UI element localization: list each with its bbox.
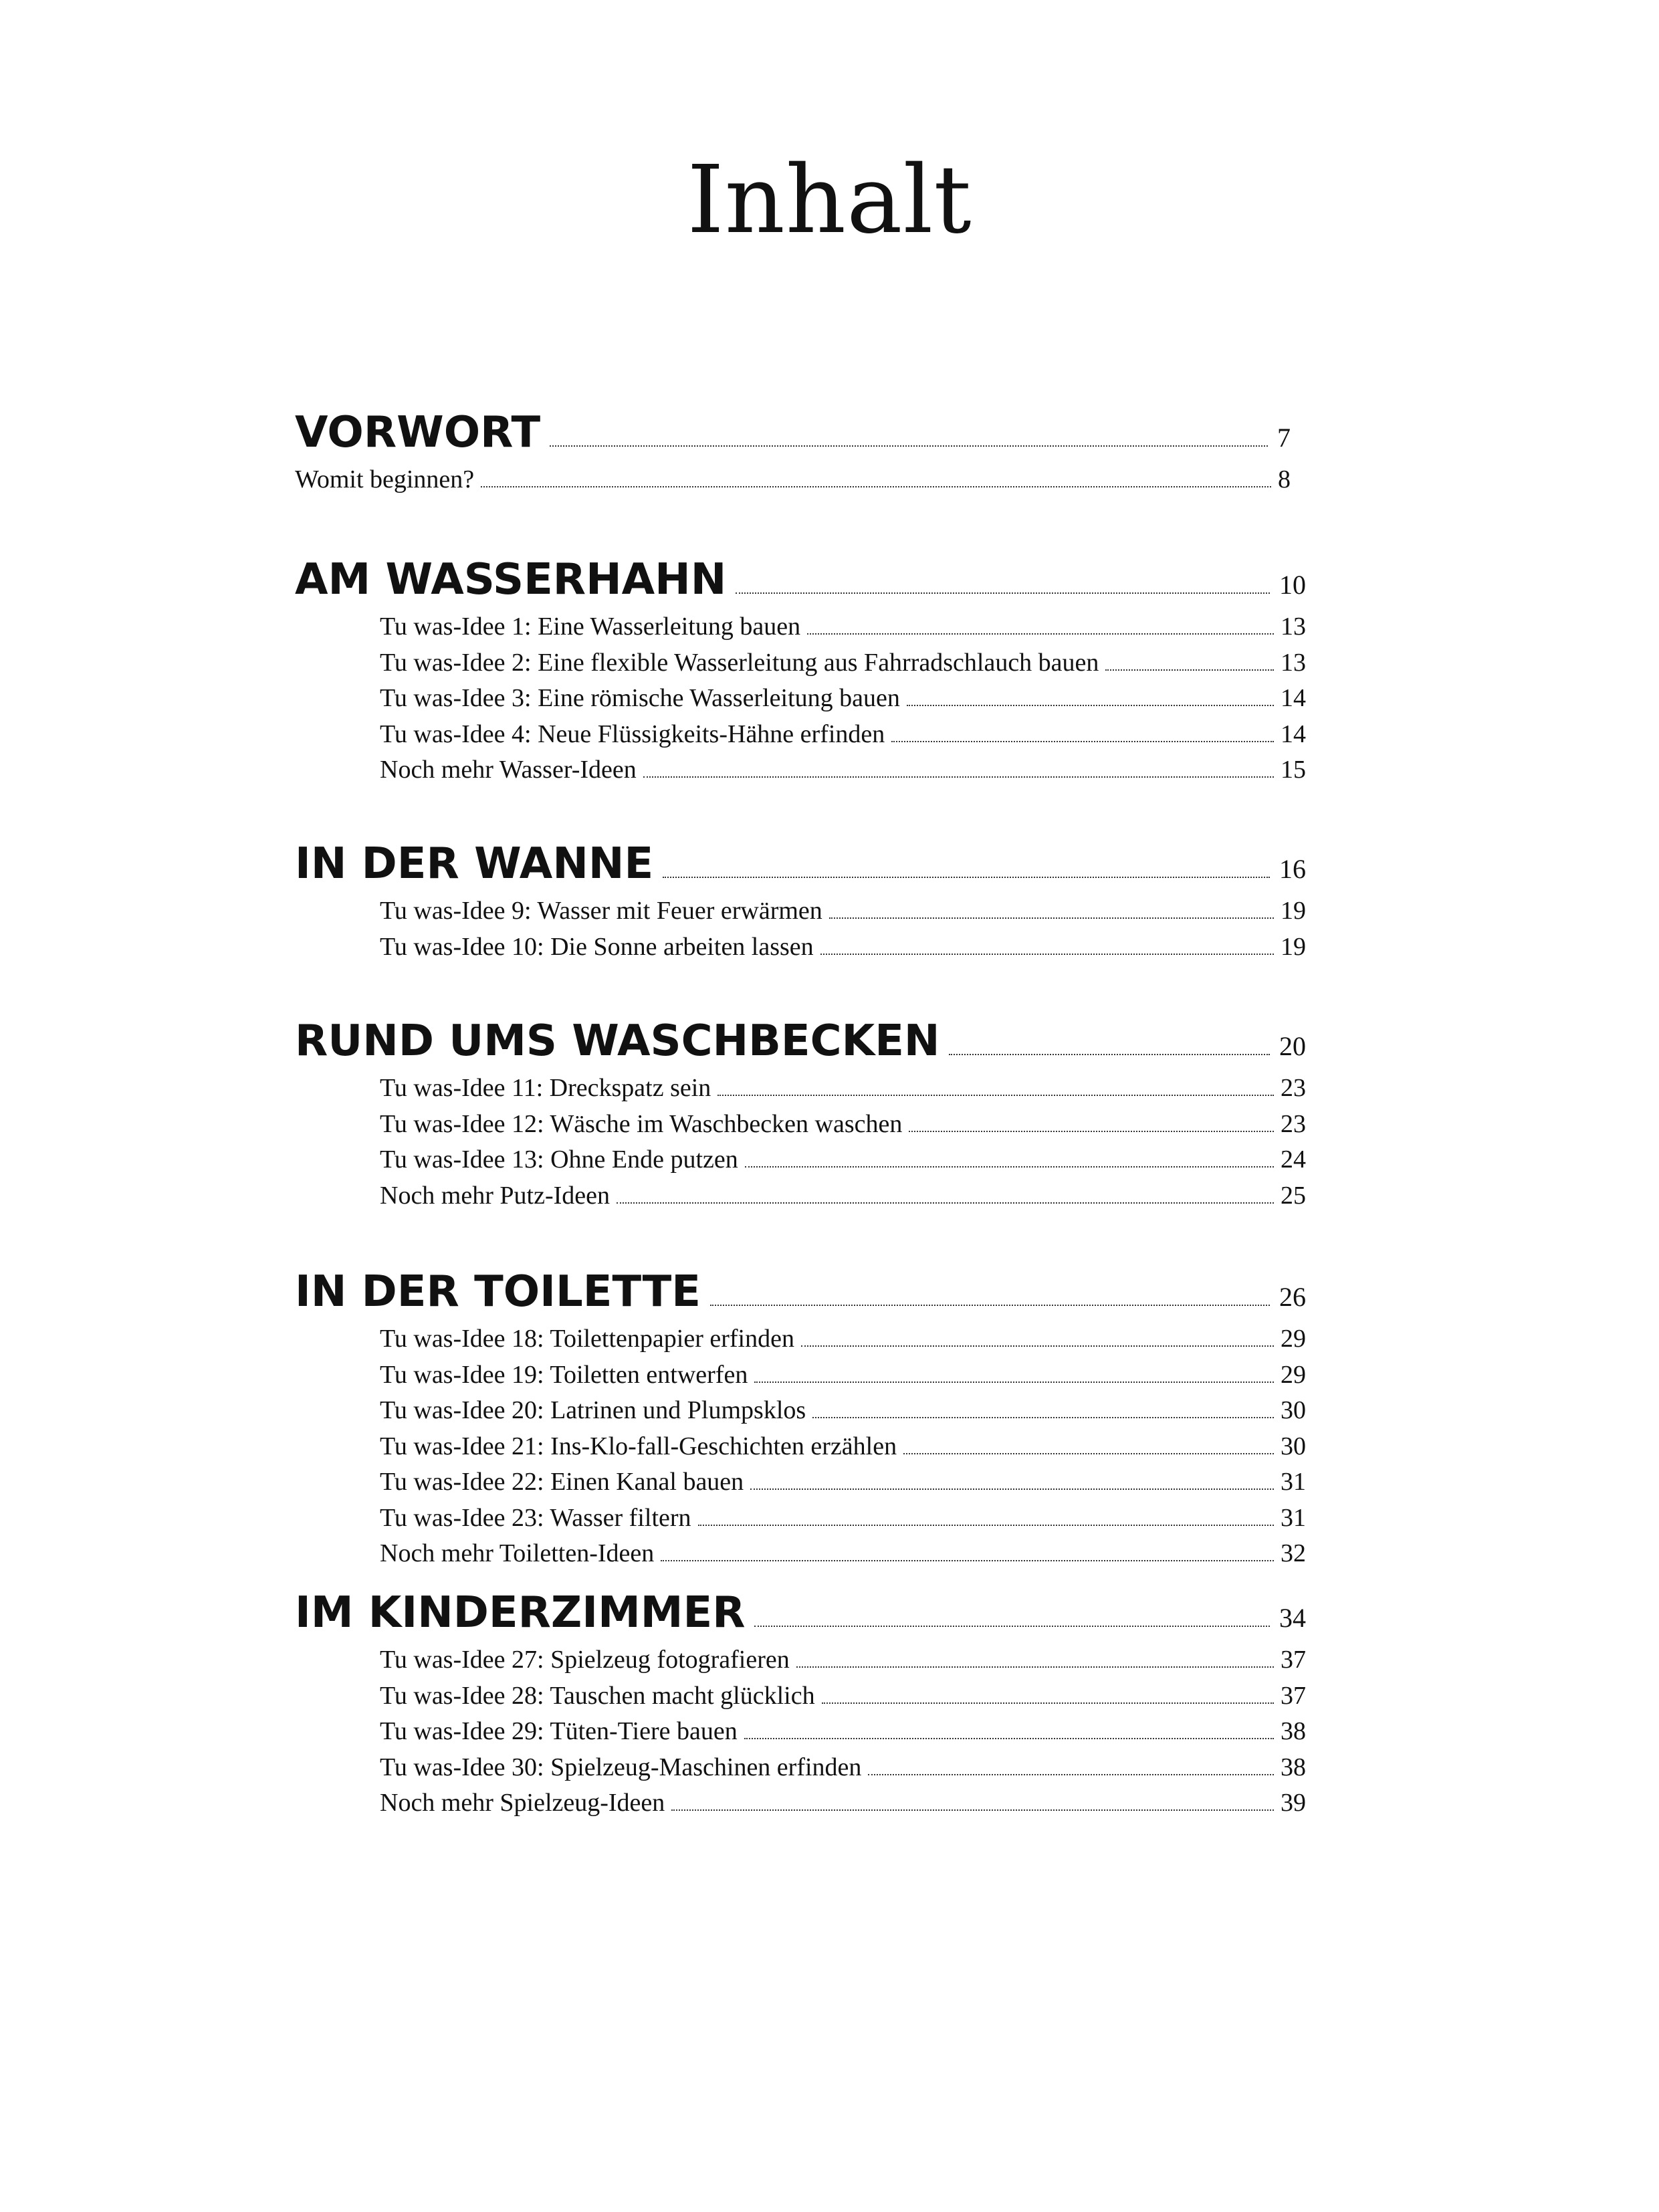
toc-entry[interactable] [380,1788,1306,1821]
entry-label: Tu was-Idee 29: Tüten-Tiere bauen [380,1717,738,1745]
entry-label: Noch mehr Putz-Ideen [380,1182,610,1210]
page-number: 24 [1281,1145,1306,1174]
page-number: 7 [1277,423,1291,453]
toc-entry[interactable] [380,1432,1306,1465]
dot-leader [717,1095,1274,1096]
entry-label: Tu was-Idee 28: Tauschen macht glücklich [380,1682,815,1710]
page-number: 32 [1281,1539,1306,1567]
dot-leader [909,1131,1274,1132]
dot-leader [807,633,1274,635]
entry-label: Tu was-Idee 4: Neue Flüssigkeits-Hähne erfinden [380,720,885,748]
dot-leader [903,1453,1274,1454]
page-number: 31 [1281,1468,1306,1496]
entry-label: Noch mehr Toiletten-Ideen [380,1539,655,1567]
dot-leader [736,592,1270,594]
entry-label: Tu was-Idee 19: Toiletten entwerfen [380,1361,748,1389]
page-number: 10 [1279,570,1306,600]
entry-label: Noch mehr Wasser-Ideen [380,756,637,784]
dot-leader [891,741,1274,742]
page-number: 34 [1279,1603,1306,1633]
toc-entry[interactable] [380,932,1306,966]
section-heading-row[interactable] [295,1588,1306,1646]
dot-leader [671,1809,1274,1811]
entry-label: Tu was-Idee 23: Wasser filtern [380,1504,691,1532]
page-number: 13 [1281,649,1306,677]
dot-leader [643,776,1274,778]
entry-label: Tu was-Idee 20: Latrinen und Plumpsklos [380,1396,806,1424]
dot-leader [661,1560,1274,1561]
toc-entry[interactable] [380,1396,1306,1429]
dot-leader [822,1702,1274,1704]
toc-entry[interactable] [380,1717,1306,1750]
section-heading-row[interactable] [295,408,1291,465]
toc-entry[interactable] [380,1645,1306,1678]
dot-leader [663,877,1270,878]
page-number: 20 [1279,1031,1306,1061]
page-number: 25 [1281,1182,1306,1210]
page-number: 15 [1281,756,1306,784]
page-number: 19 [1281,897,1306,925]
section-heading: VORWORT [295,408,541,457]
section-heading: IN DER WANNE [295,839,654,889]
toc-entry[interactable] [380,1181,1306,1214]
toc-entry[interactable] [380,1503,1306,1537]
toc-entry[interactable] [380,1145,1306,1178]
dot-leader [710,1305,1270,1306]
toc-entry[interactable] [380,1324,1306,1357]
dot-leader [949,1054,1270,1055]
toc-entry[interactable] [380,1467,1306,1501]
dot-leader [550,445,1268,447]
entry-label: Tu was-Idee 12: Wäsche im Waschbecken waschen [380,1110,903,1138]
toc-entry[interactable] [380,612,1306,645]
section-heading: IM KINDERZIMMER [295,1588,746,1638]
page-number: 38 [1281,1717,1306,1745]
section-heading-row[interactable] [295,1267,1306,1325]
entry-label: Tu was-Idee 18: Toilettenpapier erfinden [380,1325,794,1353]
dot-leader [750,1488,1274,1490]
page-number: 37 [1281,1646,1306,1674]
page-number: 23 [1281,1110,1306,1138]
section-heading-row[interactable] [295,555,1306,613]
page-number: 19 [1281,933,1306,961]
dot-leader [801,1345,1274,1347]
toc-entry[interactable] [380,720,1306,753]
section-heading: AM WASSERHAHN [295,555,727,604]
toc-entry[interactable] [380,648,1306,681]
toc-entry[interactable] [380,683,1306,717]
entry-label: Tu was-Idee 10: Die Sonne arbeiten lassen [380,933,814,961]
dot-leader [868,1774,1274,1775]
toc-entry[interactable] [380,1360,1306,1394]
toc-entry[interactable] [380,755,1306,788]
toc-entry[interactable] [380,1109,1306,1143]
toc-entry[interactable] [380,1073,1306,1107]
page-number: 16 [1279,854,1306,884]
page-number: 23 [1281,1074,1306,1102]
page-number: 31 [1281,1504,1306,1532]
page-number: 37 [1281,1682,1306,1710]
entry-label: Tu was-Idee 27: Spielzeug fotografieren [380,1646,790,1674]
entry-label: Tu was-Idee 30: Spielzeug-Maschinen erfinden [380,1753,862,1781]
section-heading-row[interactable] [295,839,1306,897]
dot-leader [812,1417,1274,1418]
dot-leader [829,917,1274,919]
section-heading: IN DER TOILETTE [295,1267,701,1317]
dot-leader [796,1666,1274,1668]
entry-label: Noch mehr Spielzeug-Ideen [380,1789,665,1817]
dot-leader [1105,669,1274,671]
entry-label: Tu was-Idee 11: Dreckspatz sein [380,1074,711,1102]
entry-label: Tu was-Idee 9: Wasser mit Feuer erwärmen [380,897,822,925]
entry-label: Tu was-Idee 1: Eine Wasserleitung bauen [380,613,801,641]
dot-leader [745,1166,1274,1168]
page-number: 30 [1281,1432,1306,1460]
dot-leader [617,1202,1274,1204]
entry-label: Tu was-Idee 22: Einen Kanal bauen [380,1468,744,1496]
dot-leader [744,1738,1274,1739]
entry-label: Tu was-Idee 13: Ohne Ende putzen [380,1145,738,1174]
dot-leader [754,1381,1274,1383]
dot-leader [907,705,1274,706]
dot-leader [698,1525,1274,1526]
toc-entry[interactable] [380,1681,1306,1715]
dot-leader [754,1626,1270,1627]
entry-label: Tu was-Idee 2: Eine flexible Wasserleitung aus Fahrradschlauch bauen [380,649,1099,677]
page-title: Inhalt [687,146,972,255]
page-number: 8 [1278,465,1291,493]
page-number: 14 [1281,720,1306,748]
page-number: 29 [1281,1325,1306,1353]
page-number: 38 [1281,1753,1306,1781]
page-number: 26 [1279,1282,1306,1312]
dot-leader [820,954,1274,955]
entry-label: Womit beginnen? [295,465,475,493]
toc-entry[interactable] [380,896,1306,929]
page-number: 14 [1281,684,1306,712]
page-number: 30 [1281,1396,1306,1424]
page-number: 13 [1281,613,1306,641]
entry-label: Tu was-Idee 3: Eine römische Wasserleitung bauen [380,684,900,712]
section-heading: RUND UMS WASCHBECKEN [295,1016,940,1066]
toc-entry[interactable] [295,465,1291,498]
dot-leader [481,486,1271,487]
page-number: 29 [1281,1361,1306,1389]
page-number: 39 [1281,1789,1306,1817]
entry-label: Tu was-Idee 21: Ins-Klo-fall-Geschichten erzählen [380,1432,897,1460]
toc-entry[interactable] [380,1539,1306,1572]
toc-entry[interactable] [380,1753,1306,1786]
section-heading-row[interactable] [295,1016,1306,1074]
